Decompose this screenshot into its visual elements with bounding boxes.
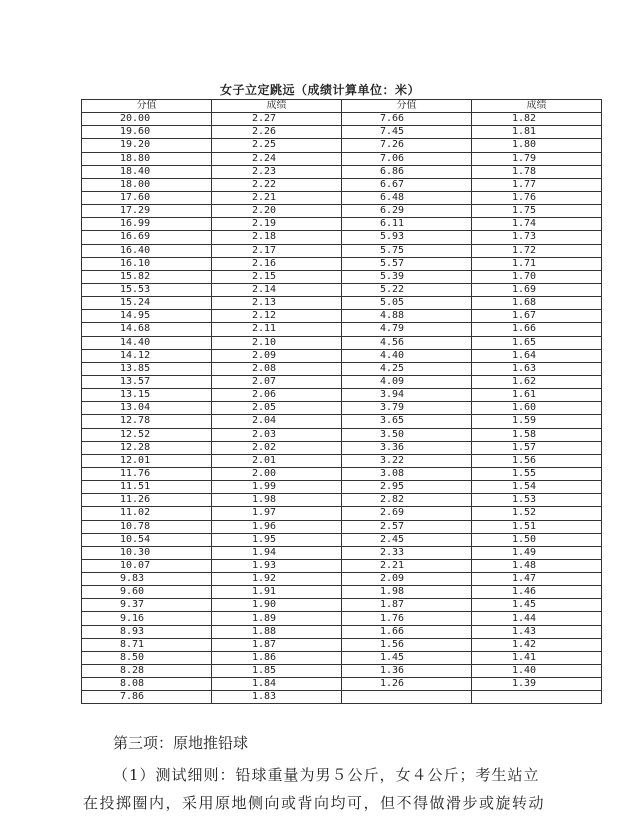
table-row [82, 428, 602, 441]
score-cell: 3.79 [342, 402, 472, 415]
result-cell: 1.92 [212, 573, 342, 586]
result-cell: 1.86 [212, 651, 342, 664]
table-row [82, 691, 602, 704]
score-cell: 18.00 [82, 178, 212, 191]
result-cell: 2.09 [212, 349, 342, 362]
score-cell: 15.82 [82, 270, 212, 283]
result-cell: 2.20 [212, 205, 342, 218]
score-cell: 4.79 [342, 323, 472, 336]
score-cell: 3.08 [342, 467, 472, 480]
score-cell: 6.48 [342, 191, 472, 204]
result-cell: 1.98 [212, 494, 342, 507]
score-cell: 13.15 [82, 389, 212, 402]
score-cell: 20.00 [82, 113, 212, 126]
result-cell: 2.03 [212, 428, 342, 441]
result-cell: 1.82 [472, 113, 602, 126]
result-cell: 1.67 [472, 310, 602, 323]
table-row [82, 257, 602, 270]
result-cell: 2.02 [212, 441, 342, 454]
result-cell: 1.79 [472, 152, 602, 165]
result-cell: 1.60 [472, 402, 602, 415]
result-cell: 1.43 [472, 625, 602, 638]
score-cell: 1.56 [342, 638, 472, 651]
result-cell: 1.50 [472, 533, 602, 546]
table-row [82, 559, 602, 572]
result-cell: 1.44 [472, 612, 602, 625]
table-row [82, 375, 602, 388]
score-cell: 19.20 [82, 139, 212, 152]
result-cell: 2.24 [212, 152, 342, 165]
result-cell: 1.83 [212, 691, 342, 704]
table-row [82, 507, 602, 520]
result-cell: 1.45 [472, 599, 602, 612]
result-cell: 1.48 [472, 559, 602, 572]
result-cell: 1.97 [212, 507, 342, 520]
result-cell: 2.12 [212, 310, 342, 323]
table-row [82, 336, 602, 349]
table-row [82, 126, 602, 139]
header-result: 成绩 [472, 100, 602, 113]
section-heading: 第三项：原地推铅球 [113, 734, 249, 752]
result-cell: 1.58 [472, 428, 602, 441]
score-cell: 6.86 [342, 165, 472, 178]
result-cell: 1.59 [472, 415, 602, 428]
score-cell: 1.98 [342, 586, 472, 599]
result-cell: 1.87 [212, 638, 342, 651]
score-cell: 10.30 [82, 546, 212, 559]
result-cell: 1.90 [212, 599, 342, 612]
result-cell: 2.26 [212, 126, 342, 139]
result-cell: 1.56 [472, 454, 602, 467]
score-cell: 4.25 [342, 362, 472, 375]
result-cell: 1.96 [212, 520, 342, 533]
score-cell: 12.52 [82, 428, 212, 441]
score-cell: 5.75 [342, 244, 472, 257]
score-cell: 1.26 [342, 678, 472, 691]
score-cell: 3.50 [342, 428, 472, 441]
table-row [82, 651, 602, 664]
result-cell: 1.78 [472, 165, 602, 178]
score-cell: 4.40 [342, 349, 472, 362]
result-cell: 1.99 [212, 481, 342, 494]
score-cell: 18.80 [82, 152, 212, 165]
result-cell: 2.22 [212, 178, 342, 191]
result-cell: 1.52 [472, 507, 602, 520]
score-cell: 7.45 [342, 126, 472, 139]
table-row [82, 415, 602, 428]
table-row [82, 165, 602, 178]
result-cell: 1.57 [472, 441, 602, 454]
table-row [82, 362, 602, 375]
result-cell: 1.65 [472, 336, 602, 349]
score-cell: 13.85 [82, 362, 212, 375]
score-cell: 1.76 [342, 612, 472, 625]
score-cell: 14.12 [82, 349, 212, 362]
table-row [82, 481, 602, 494]
score-cell: 1.36 [342, 665, 472, 678]
score-cell: 4.09 [342, 375, 472, 388]
result-cell: 1.47 [472, 573, 602, 586]
score-cell: 10.54 [82, 533, 212, 546]
result-cell: 1.76 [472, 191, 602, 204]
table-header-row [82, 100, 602, 113]
result-cell: 2.19 [212, 218, 342, 231]
result-cell: 2.17 [212, 244, 342, 257]
result-cell: 2.11 [212, 323, 342, 336]
result-cell: 1.77 [472, 178, 602, 191]
table-row [82, 586, 602, 599]
result-cell: 1.81 [472, 126, 602, 139]
score-cell: 8.71 [82, 638, 212, 651]
result-cell: 2.23 [212, 165, 342, 178]
table-title: 女子立定跳远（成绩计算单位：米） [219, 83, 420, 97]
table-row [82, 454, 602, 467]
score-cell: 17.60 [82, 191, 212, 204]
result-cell: 1.42 [472, 638, 602, 651]
table-row [82, 612, 602, 625]
score-cell: 14.68 [82, 323, 212, 336]
result-cell: 2.00 [212, 467, 342, 480]
paragraph-line: （1）测试细则：铅球重量为男５公斤，女４公斤；考生站立 [113, 766, 540, 784]
score-cell: 3.65 [342, 415, 472, 428]
result-cell: 2.15 [212, 270, 342, 283]
table-row [82, 665, 602, 678]
result-cell: 2.21 [212, 191, 342, 204]
table-body [82, 113, 602, 704]
result-cell: 1.93 [212, 559, 342, 572]
result-cell [472, 691, 602, 704]
score-cell: 7.06 [342, 152, 472, 165]
score-cell: 13.57 [82, 375, 212, 388]
score-cell: 2.45 [342, 533, 472, 546]
table-row [82, 638, 602, 651]
result-cell: 1.69 [472, 283, 602, 296]
result-cell: 1.55 [472, 467, 602, 480]
score-cell: 9.37 [82, 599, 212, 612]
score-cell: 8.50 [82, 651, 212, 664]
result-cell: 2.27 [212, 113, 342, 126]
result-cell: 1.75 [472, 205, 602, 218]
table-row [82, 323, 602, 336]
score-cell: 1.45 [342, 651, 472, 664]
result-cell: 1.73 [472, 231, 602, 244]
score-cell [342, 691, 472, 704]
result-cell: 1.89 [212, 612, 342, 625]
score-cell: 15.53 [82, 283, 212, 296]
table-row [82, 139, 602, 152]
table-row [82, 402, 602, 415]
result-cell: 1.68 [472, 297, 602, 310]
table-row [82, 178, 602, 191]
table-row [82, 310, 602, 323]
table-row [82, 599, 602, 612]
table-row [82, 494, 602, 507]
result-cell: 2.16 [212, 257, 342, 270]
score-cell: 5.05 [342, 297, 472, 310]
score-cell: 10.07 [82, 559, 212, 572]
result-cell: 2.04 [212, 415, 342, 428]
score-cell: 16.99 [82, 218, 212, 231]
result-cell: 1.61 [472, 389, 602, 402]
score-cell: 5.22 [342, 283, 472, 296]
result-cell: 2.25 [212, 139, 342, 152]
score-cell: 3.94 [342, 389, 472, 402]
result-cell: 2.06 [212, 389, 342, 402]
result-cell: 2.13 [212, 297, 342, 310]
score-cell: 6.29 [342, 205, 472, 218]
result-cell: 2.14 [212, 283, 342, 296]
header-score: 分值 [342, 100, 472, 113]
score-cell: 16.69 [82, 231, 212, 244]
score-cell: 11.26 [82, 494, 212, 507]
table-row [82, 546, 602, 559]
score-cell: 2.33 [342, 546, 472, 559]
result-cell: 2.18 [212, 231, 342, 244]
score-cell: 2.95 [342, 481, 472, 494]
score-cell: 2.21 [342, 559, 472, 572]
score-cell: 12.28 [82, 441, 212, 454]
score-cell: 9.60 [82, 586, 212, 599]
result-cell: 1.54 [472, 481, 602, 494]
table-row [82, 191, 602, 204]
score-cell: 8.08 [82, 678, 212, 691]
table-row [82, 441, 602, 454]
score-cell: 10.78 [82, 520, 212, 533]
score-cell: 2.69 [342, 507, 472, 520]
table-row [82, 205, 602, 218]
score-cell: 19.60 [82, 126, 212, 139]
score-cell: 12.01 [82, 454, 212, 467]
table-row [82, 218, 602, 231]
result-cell: 1.88 [212, 625, 342, 638]
result-cell: 1.41 [472, 651, 602, 664]
score-cell: 7.26 [342, 139, 472, 152]
paragraph-line: 在投掷圈内，采用原地侧向或背向均可，但不得做滑步或旋转动 [83, 794, 546, 812]
score-cell: 11.76 [82, 467, 212, 480]
table-row [82, 283, 602, 296]
result-cell: 1.62 [472, 375, 602, 388]
result-cell: 1.80 [472, 139, 602, 152]
result-cell: 1.66 [472, 323, 602, 336]
score-cell: 9.16 [82, 612, 212, 625]
score-cell: 14.95 [82, 310, 212, 323]
table-row [82, 270, 602, 283]
table-row [82, 349, 602, 362]
result-cell: 1.84 [212, 678, 342, 691]
result-cell: 2.01 [212, 454, 342, 467]
score-cell: 5.39 [342, 270, 472, 283]
result-cell: 1.74 [472, 218, 602, 231]
result-cell: 1.46 [472, 586, 602, 599]
score-cell: 11.51 [82, 481, 212, 494]
result-cell: 2.10 [212, 336, 342, 349]
header-result: 成绩 [212, 100, 342, 113]
result-cell: 2.07 [212, 375, 342, 388]
score-cell: 2.82 [342, 494, 472, 507]
score-table [81, 99, 602, 704]
score-cell: 8.28 [82, 665, 212, 678]
table-row [82, 244, 602, 257]
result-cell: 1.53 [472, 494, 602, 507]
result-cell: 1.85 [212, 665, 342, 678]
score-cell: 17.29 [82, 205, 212, 218]
score-cell: 6.67 [342, 178, 472, 191]
table-row [82, 389, 602, 402]
score-cell: 16.40 [82, 244, 212, 257]
score-cell: 4.88 [342, 310, 472, 323]
score-cell: 1.87 [342, 599, 472, 612]
result-cell: 1.94 [212, 546, 342, 559]
score-cell: 4.56 [342, 336, 472, 349]
result-cell: 2.05 [212, 402, 342, 415]
score-cell: 15.24 [82, 297, 212, 310]
table-row [82, 533, 602, 546]
score-cell: 11.02 [82, 507, 212, 520]
score-cell: 9.83 [82, 573, 212, 586]
score-cell: 1.66 [342, 625, 472, 638]
table-row [82, 297, 602, 310]
score-cell: 7.66 [342, 113, 472, 126]
result-cell: 1.49 [472, 546, 602, 559]
result-cell: 1.51 [472, 520, 602, 533]
table-row [82, 152, 602, 165]
result-cell: 1.95 [212, 533, 342, 546]
score-cell: 2.57 [342, 520, 472, 533]
result-cell: 2.08 [212, 362, 342, 375]
score-cell: 18.40 [82, 165, 212, 178]
score-cell: 13.04 [82, 402, 212, 415]
score-cell: 3.22 [342, 454, 472, 467]
table-row [82, 467, 602, 480]
score-cell: 2.09 [342, 573, 472, 586]
header-score: 分值 [82, 100, 212, 113]
result-cell: 1.72 [472, 244, 602, 257]
table-row [82, 520, 602, 533]
table-row [82, 573, 602, 586]
table-row [82, 625, 602, 638]
score-cell: 7.86 [82, 691, 212, 704]
result-cell: 1.70 [472, 270, 602, 283]
score-cell: 5.57 [342, 257, 472, 270]
table-row [82, 231, 602, 244]
result-cell: 1.39 [472, 678, 602, 691]
result-cell: 1.91 [212, 586, 342, 599]
result-cell: 1.64 [472, 349, 602, 362]
table-row [82, 113, 602, 126]
score-cell: 5.93 [342, 231, 472, 244]
score-cell: 6.11 [342, 218, 472, 231]
result-cell: 1.63 [472, 362, 602, 375]
result-cell: 1.40 [472, 665, 602, 678]
score-cell: 12.78 [82, 415, 212, 428]
score-cell: 3.36 [342, 441, 472, 454]
score-cell: 14.40 [82, 336, 212, 349]
result-cell: 1.71 [472, 257, 602, 270]
score-cell: 16.10 [82, 257, 212, 270]
table-row [82, 678, 602, 691]
score-cell: 8.93 [82, 625, 212, 638]
